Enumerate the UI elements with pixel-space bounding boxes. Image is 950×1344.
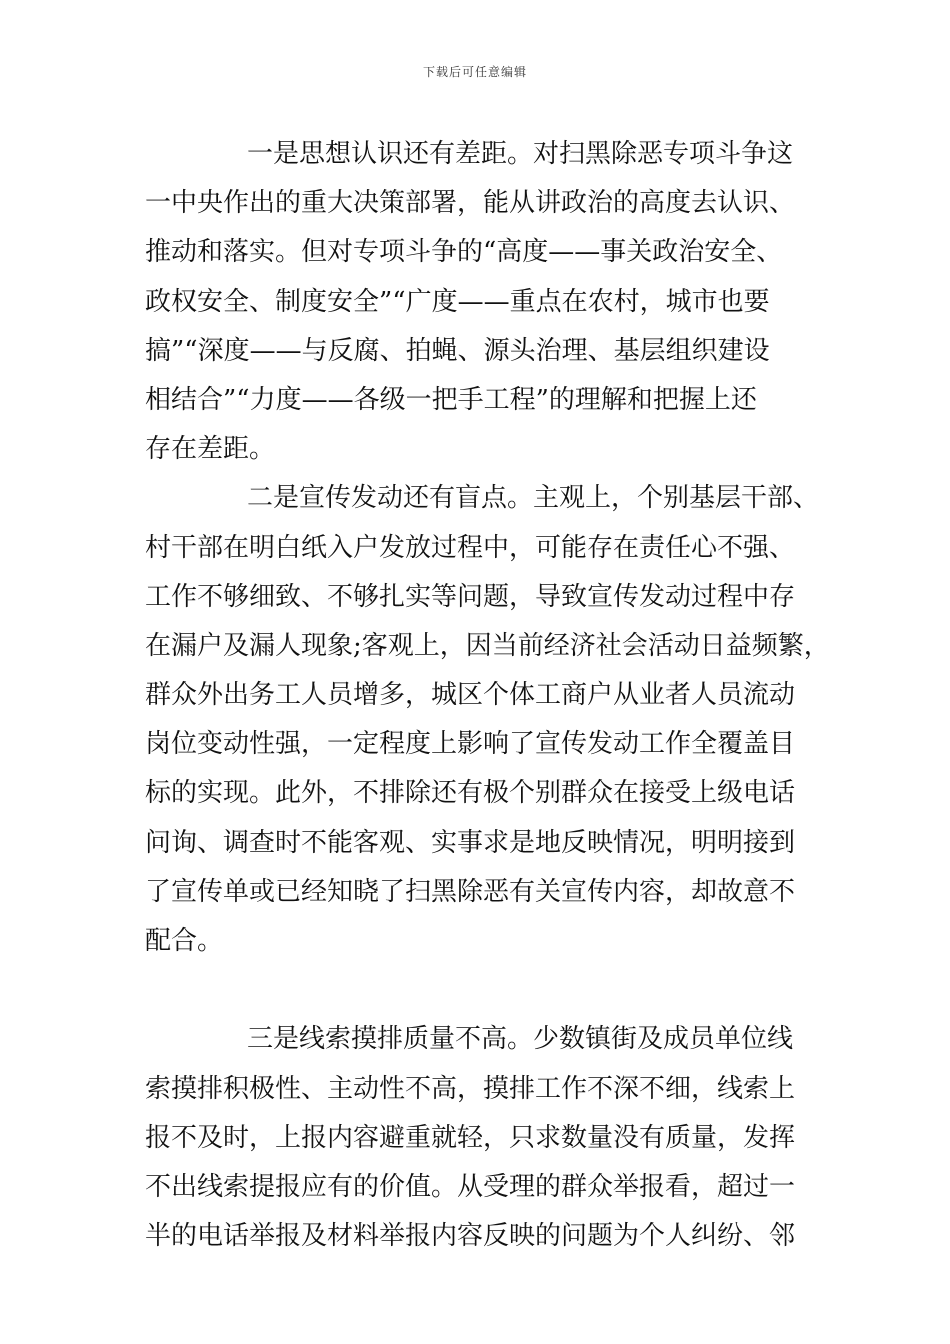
text-line: 工作不够细致、不够扎实等问题，导致宣传发动过程中存 (145, 581, 796, 612)
paragraph-3 (145, 1015, 835, 1261)
text-line: 一中央作出的重大决策部署，能从讲政治的高度去认识、 (145, 188, 796, 219)
text-line: 索摸排积极性、主动性不高，摸排工作不深不细，线索上 (145, 1073, 796, 1104)
text-line: 半的电话举报及材料举报内容反映的问题为个人纠纷、邻 (145, 1221, 796, 1252)
text-line: 报不及时，上报内容避重就轻，只求数量没有质量，发挥 (145, 1122, 796, 1153)
text-line: 政权安全、制度安全”“广度——重点在农村，城市也要 (145, 286, 770, 317)
text-line (145, 966, 835, 1015)
text-line: 配合。 (145, 926, 224, 956)
document-body (145, 130, 835, 1261)
text-line: 标的实现。此外，不排除还有极个别群众在接受上级电话 (145, 778, 796, 809)
paragraph-1 (145, 130, 835, 474)
text-line: 存在差距。 (145, 434, 276, 465)
text-line: 在漏户及漏人现象;客观上，因当前经济社会活动日益频繁， (145, 630, 830, 661)
text-line: 二是宣传发动还有盲点。主观上，个别基层干部、 (247, 483, 820, 514)
text-line: 推动和落实。但对专项斗争的“高度——事关政治安全、 (145, 237, 783, 268)
text-line: 群众外出务工人员增多，城区个体工商户从业者人员流动 (145, 680, 796, 711)
text-line: 了宣传单或已经知晓了扫黑除恶有关宣传内容，却故意不 (145, 876, 796, 907)
text-line: 不出线索提报应有的价值。从受理的群众举报看，超过一 (145, 1171, 796, 1202)
text-line: 村干部在明白纸入户发放过程中，可能存在责任心不强、 (145, 532, 796, 563)
text-line: 相结合”“力度——各级一把手工程”的理解和把握上还 (145, 384, 757, 415)
text-line: 一是思想认识还有差距。对扫黑除恶专项斗争这 (247, 139, 794, 169)
page-header: 下载后可任意编辑 (422, 65, 527, 79)
text-line: 三是线索摸排质量不高。少数镇街及成员单位线 (247, 1024, 794, 1055)
text-line: 搞”“深度——与反腐、拍蝇、源头治理、基层组织建设 (145, 335, 770, 366)
paragraph-2 (145, 474, 835, 1015)
text-line: 岗位变动性强，一定程度上影响了宣传发动工作全覆盖目 (145, 729, 796, 760)
text-line: 问询、调查时不能客观、实事求是地反映情况，明明接到 (145, 827, 796, 858)
